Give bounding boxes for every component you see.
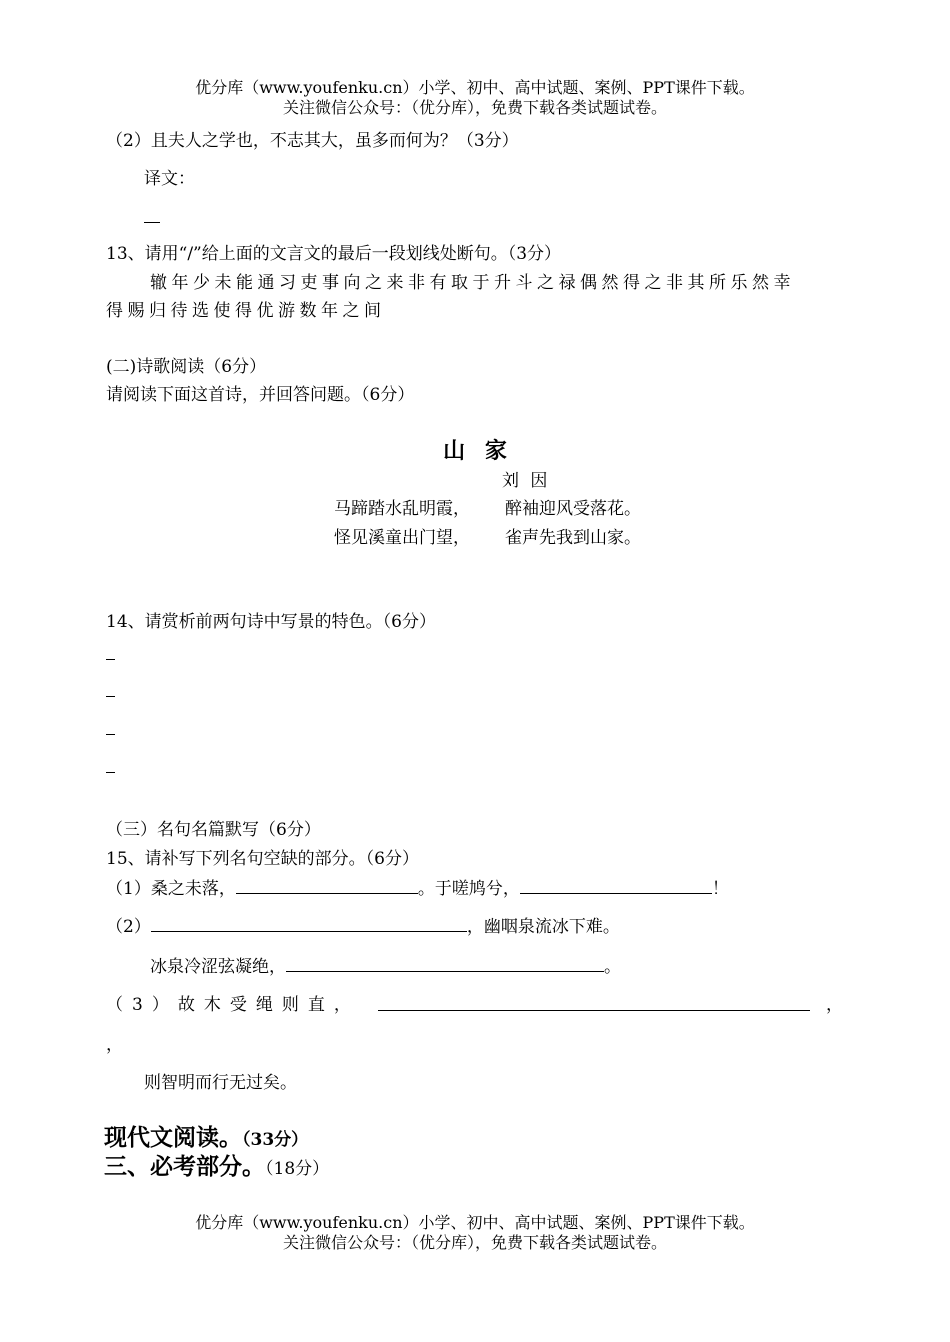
poem-line-2a: 怪见溪童出门望， <box>334 528 470 548</box>
question-13: 13、请用“/”给上面的文言文的最后一段划线处断句。（3分） <box>106 244 562 264</box>
question-14: 14、请赏析前两句诗中写景的特色。（6分） <box>106 612 436 632</box>
answer-line <box>106 659 115 660</box>
modern-reading-title: 现代文阅读。 <box>104 1124 242 1151</box>
answer-line <box>106 772 115 773</box>
fill-blank[interactable] <box>236 877 418 894</box>
part-three-score: （18分） <box>265 1159 330 1179</box>
fill-blank[interactable] <box>151 915 467 932</box>
fill-item-3-text-a: （3）故木受绳则直， <box>106 995 360 1015</box>
part-three-heading <box>104 1153 329 1183</box>
modern-reading-score: （33分） <box>242 1130 309 1150</box>
poem-line-2b: 雀声先我到山家。 <box>505 528 641 548</box>
header-line-1: 优分库（www.youfenku.cn）小学、初中、高中试题、案例、PPT课件下载。 <box>195 78 755 97</box>
fill-blank[interactable] <box>286 955 604 972</box>
question-12-2: （2）且夫人之学也，不志其大，虽多而何为？（3分） <box>106 131 519 151</box>
memorize-section-title: （三）名句名篇默写（6分） <box>106 820 321 840</box>
footer-line-2: 关注微信公众号：（优分库），免费下载各类试题试卷。 <box>282 1233 667 1252</box>
fill-item-3-comma: ， <box>826 995 843 1015</box>
translation-label: 译文： <box>144 169 195 189</box>
question-13-passage-line-2: 得赐归待选使得优游数年之间 <box>106 301 386 321</box>
fill-item-2 <box>106 915 620 938</box>
header-line-2: 关注微信公众号：（优分库），免费下载各类试题试卷。 <box>282 98 667 117</box>
answer-line <box>106 734 115 735</box>
fill-item-1-text-b: 。于嗟鸠兮， <box>417 879 520 899</box>
part-three-title: 三、必考部分。 <box>104 1153 265 1180</box>
question-15: 15、请补写下列名句空缺的部分。（6分） <box>106 849 419 869</box>
poem-line-1b: 醉袖迎风受落花。 <box>505 499 641 519</box>
fill-item-1 <box>106 877 729 900</box>
fill-item-2-text-c: 冰泉冷涩弦凝绝， <box>150 957 286 977</box>
poem-line-1a: 马蹄踏水乱明霞， <box>334 499 470 519</box>
fill-item-1-text-c: ！ <box>711 879 729 899</box>
fill-item-2-text-b: ，幽咽泉流冰下难。 <box>466 917 620 937</box>
answer-line <box>144 222 160 223</box>
modern-reading-heading <box>104 1124 308 1154</box>
poem-author: 刘 因 <box>502 471 548 491</box>
poetry-section-title: (二)诗歌阅读（6分） <box>106 357 267 377</box>
fill-blank[interactable] <box>520 877 712 894</box>
fill-item-3-text-b: 则智明而行无过矣。 <box>144 1073 297 1093</box>
answer-line <box>106 696 115 697</box>
fill-blank[interactable] <box>378 1010 810 1011</box>
question-13-passage-line-1: 辙年少未能通习吏事向之来非有取于升斗之禄偶然得之非其所乐然幸 <box>150 273 795 293</box>
footer-line-1: 优分库（www.youfenku.cn）小学、初中、高中试题、案例、PPT课件下载。 <box>195 1213 755 1232</box>
poetry-instruction: 请阅读下面这首诗，并回答问题。（6分） <box>106 385 415 405</box>
fill-item-2-text-d: 。 <box>604 957 621 977</box>
fill-item-1-text-a: （1）桑之未落， <box>106 879 236 899</box>
fill-item-2-text-a: （2） <box>106 917 151 937</box>
fill-item-3-comma-2: ， <box>106 1035 123 1055</box>
poem-title: 山 家 <box>443 438 507 464</box>
fill-item-2-line-2 <box>150 955 621 978</box>
